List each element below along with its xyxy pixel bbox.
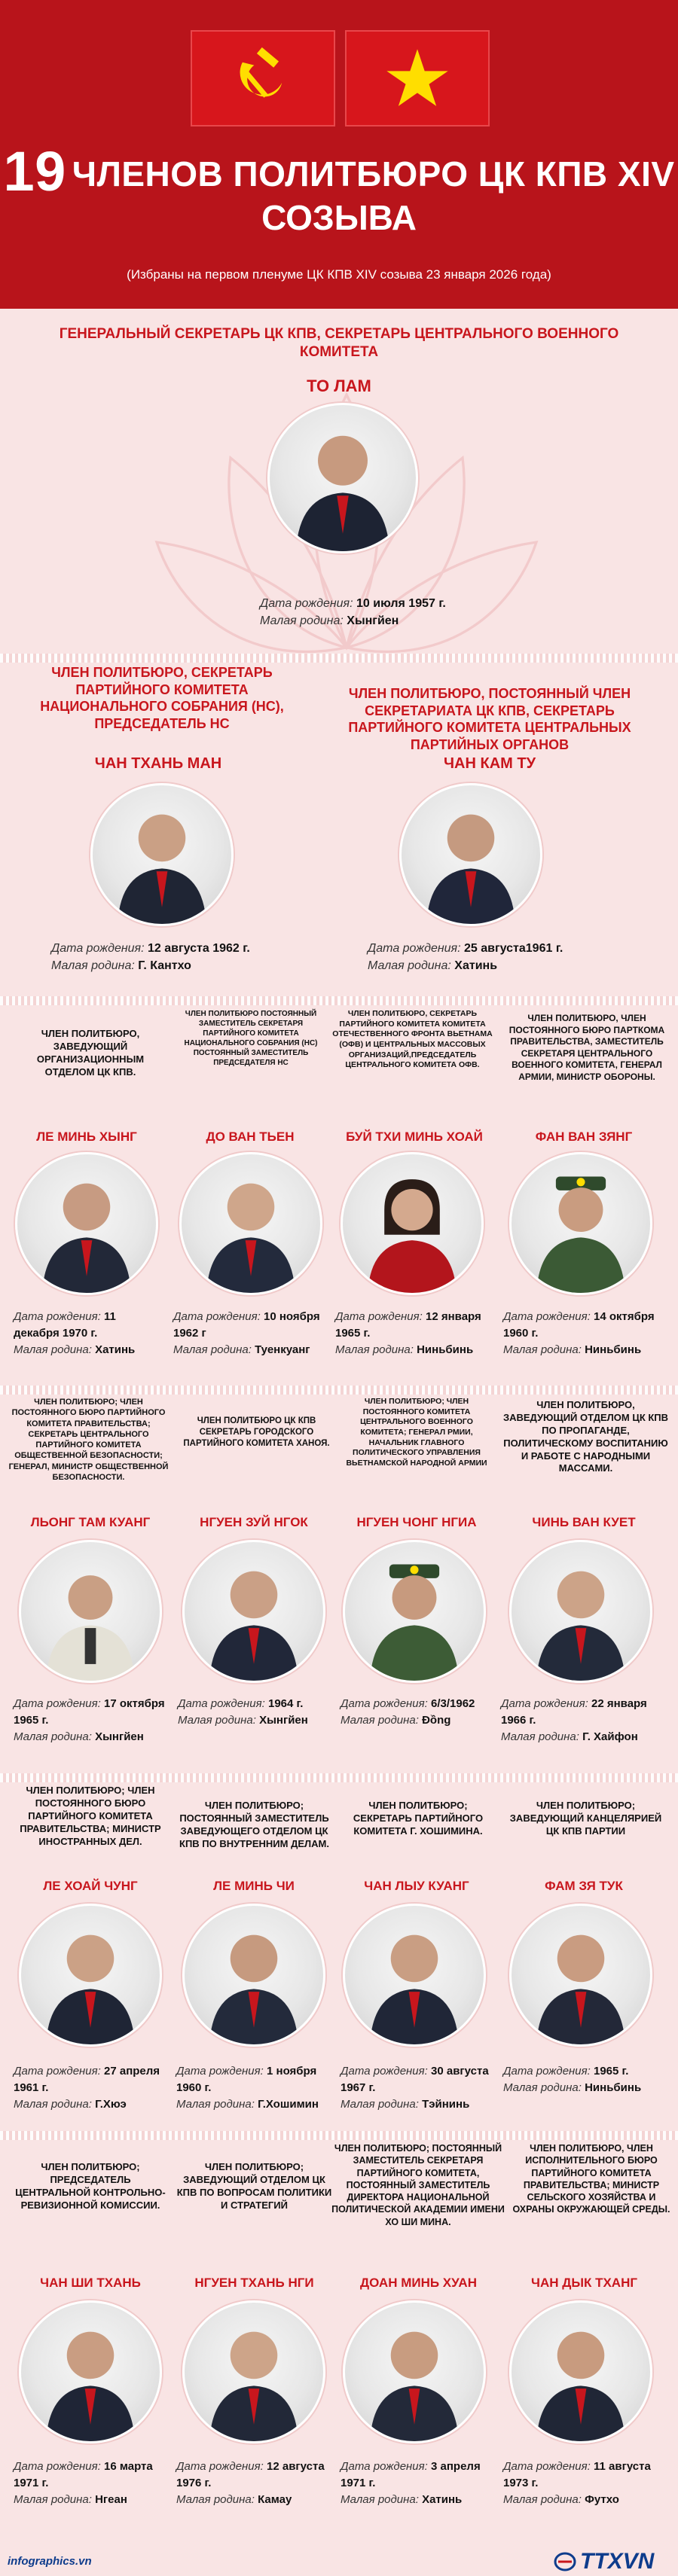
hometown-label: Малая родина: (14, 2097, 92, 2111)
member-portrait (182, 1904, 325, 2047)
member-role: ЧЛЕН ПОЛИТБЮРО ЦК КПВ СЕКРЕТАРЬ ГОРОДСКОГО ПАРТИЙНОГО КОМИТЕТА ХАНОЯ. (183, 1416, 330, 1448)
member-dob: 6/3/1962 (431, 1697, 475, 1710)
hometown-label: Малая родина: (14, 1730, 92, 1743)
member-info (341, 2063, 499, 2112)
member-dob: 12 августа 1962 г. (148, 942, 250, 955)
member-dob: 1964 г. (268, 1697, 304, 1710)
hometown-label: Малая родина: (341, 2097, 419, 2111)
member-dob: 17 октября 1965 г. (14, 1697, 165, 1727)
member-hometown: Хатинь (95, 1343, 136, 1356)
member-dob: 11 декабря 1970 г. (14, 1310, 116, 1340)
member-name: ЛЕ МИНЬ ХЫНГ (36, 1129, 137, 1144)
member-portrait (509, 1904, 652, 2047)
member-info (14, 2063, 172, 2112)
member-info (176, 2063, 338, 2112)
member-role: ЧЛЕН ПОЛИТБЮРО; ПОСТОЯННЫЙ ЗАМЕСТИТЕЛЬ СЕКРЕТАРЯ ПАРТИЙНОГО КОМИТЕТА, ПОСТОЯННЫЙ ЗАМЕСТИТЕЛЬ ДИРЕКТОРА НАЦИОНАЛЬНОЙ ПОЛИТИЧЕСКОЙ АКАДЕМИИ ИМЕНИ ХО ШИ МИНА. (331, 2143, 505, 2227)
star-icon (347, 32, 488, 125)
member-hometown: Ниньбинь (585, 2081, 642, 2094)
member-info (503, 2459, 673, 2507)
member-role: ЧЛЕН ПОЛИТБЮРО, ЗАВЕДУЮЩИЙ ОРГАНИЗАЦИОННЫМ ОТДЕЛОМ ЦК КПВ. (36, 1028, 145, 1078)
member-role: ЧЛЕН ПОЛИТБЮРО, ЧЛЕН ПОСТОЯННОГО БЮРО ПАРТКОМА ПРАВИТЕЛЬСТВА, ЗАМЕСТИТЕЛЬ СЕКРЕТАРЯ ЦЕНТРАЛЬНОГО ВОЕННОГО КОМИТЕТА, ГЕНЕРАЛ АРМИИ, МИНИСТР ОБОРОНЫ. (508, 1013, 665, 1082)
source-credit: infographics.vn (8, 2555, 92, 2568)
leader-hometown: Хынгйен (347, 614, 399, 628)
member-dob: 30 августа 1967 г. (341, 2065, 489, 2094)
member-name: ФАН ВАН ЗЯНГ (535, 1129, 633, 1144)
member-hometown: Хынгйен (95, 1730, 144, 1743)
member-info (51, 940, 300, 974)
member-portrait (509, 2300, 652, 2443)
member-portrait (15, 1152, 158, 1295)
member-portrait (19, 2300, 162, 2443)
dob-label: Дата рождения: (14, 1697, 101, 1710)
page-title (0, 139, 678, 203)
member-role: ЧЛЕН ПОЛИТБЮРО; ПОСТОЯННЫЙ ЗАМЕСТИТЕЛЬ ЗАВЕДУЮЩЕГО ОТДЕЛОМ ЦК КПВ ПО ВНУТРЕННИМ ДЕЛАМ. (179, 1800, 329, 1849)
member-portrait (399, 783, 542, 926)
member-role: ЧЛЕН ПОЛИТБЮРО; ЗАВЕДУЮЩИЙ ОТДЕЛОМ ЦК КПВ ПО ВОПРОСАМ ПОЛИТИКИ И СТРАТЕГИЙ (176, 2161, 332, 2211)
member-portrait (509, 1152, 652, 1295)
member-hometown: Đồng (422, 1713, 451, 1727)
member-info (503, 2063, 673, 2096)
member-info (341, 1696, 499, 1729)
member-name: ФАМ ЗЯ ТУК (545, 1879, 623, 1893)
member-role: ЧЛЕН ПОЛИТБЮРО ПОСТОЯННЫЙ ЗАМЕСТИТЕЛЬ СЕКРЕТАРЯ ПАРТИЙНОГО КОМИТЕТА НАЦИОНАЛЬНОГО СОБРАНИЯ (НС) ПОСТОЯННЫЙ ЗАМЕСТИТЕЛЬ ПРЕДСЕДАТЕЛЯ НС (184, 1010, 318, 1067)
member-info (14, 1696, 168, 1745)
dob-label: Дата рождения: (335, 1310, 423, 1323)
member-portrait (90, 783, 234, 926)
member-portrait (509, 1540, 652, 1683)
member-dob: 25 августа1961 г. (464, 942, 563, 955)
dob-label: Дата рождения: (503, 1310, 591, 1323)
hometown-label: Малая родина: (51, 959, 135, 973)
vietnam-flag (345, 30, 490, 127)
member-name: ЧАН КАМ ТУ (443, 755, 536, 772)
dob-label: Дата рождения: (368, 942, 461, 955)
hometown-label: Малая родина: (178, 1713, 256, 1727)
title-line-1: ЧЛЕНОВ ПОЛИТБЮРО ЦК КПВ XIV (72, 154, 675, 194)
member-dob: 10 ноября 1962 г (173, 1310, 320, 1340)
hometown-label: Малая родина: (503, 1343, 582, 1356)
dob-label: Дата рождения: (260, 597, 353, 610)
dob-label: Дата рождения: (14, 2065, 101, 2078)
member-portrait (343, 1904, 486, 2047)
member-name: ЛЬОНГ ТАМ КУАНГ (30, 1515, 151, 1529)
hometown-label: Малая родина: (14, 1343, 92, 1356)
leader-name: ТО ЛАМ (307, 376, 371, 395)
member-role: ЧЛЕН ПОЛИТБЮРО; ЧЛЕН ПОСТОЯННОГО КОМИТЕТА ЦЕНТРАЛЬНОГО ВОЕННОГО КОМИТЕТА; ГЕНЕРАЛ РМИИ, НАЧАЛЬНИК ГЛАВНОГО ПОЛИТИЧЕСКОГО УПРАВЛЕНИЯ ВЬЕТНАМСКОЙ НАРОДНОЙ АРМИИ (346, 1397, 487, 1468)
member-portrait (182, 1540, 325, 1683)
title-line-2: СОЗЫВА (261, 198, 417, 237)
leader-portrait (267, 403, 418, 553)
dob-label: Дата рождения: (14, 1310, 101, 1323)
member-name: ЧАН ДЫК ТХАНГ (531, 2276, 637, 2290)
member-dob: 27 апреля 1961 г. (14, 2065, 160, 2094)
hometown-label: Малая родина: (503, 2492, 582, 2506)
member-name: БУЙ ТХИ МИНЬ ХОАЙ (346, 1129, 483, 1144)
member-role: ЧЛЕН ПОЛИТБЮРО; ПРЕДСЕДАТЕЛЬ ЦЕНТРАЛЬНОЙ КОНТРОЛЬНО-РЕВИЗИОННОЙ КОМИССИИ. (15, 2161, 166, 2211)
member-hometown: Хатинь (454, 959, 498, 973)
member-portrait (343, 2300, 486, 2443)
ttxvn-logo-icon (554, 2551, 576, 2572)
member-role: ЧЛЕН ПОЛИТБЮРО, ПОСТОЯННЫЙ ЧЛЕН СЕКРЕТАРИАТА ЦК КПВ, СЕКРЕТАРЬ ПАРТИЙНОГО КОМИТЕТА ЦЕНТРАЛЬНЫХ ПАРТИЙНЫХ ОРГАНОВ (348, 686, 631, 752)
member-name: ЛЕ МИНЬ ЧИ (213, 1879, 295, 1893)
dob-label: Дата рождения: (501, 1697, 588, 1710)
member-info (341, 2459, 499, 2507)
agency-logo: TTXVN (580, 2549, 655, 2574)
member-info (178, 1696, 340, 1729)
leader-role: ГЕНЕРАЛЬНЫЙ СЕКРЕТАРЬ ЦК КПВ, СЕКРЕТАРЬ ЦЕНТРАЛЬНОГО ВОЕННОГО КОМИТЕТА (59, 326, 619, 360)
page-subtitle: (Избраны на первом пленуме ЦК КПВ XIV созыва 23 января 2026 года) (127, 267, 551, 282)
member-name: ДОАН МИНЬ ХУАН (360, 2276, 477, 2290)
dob-label: Дата рождения: (503, 2460, 591, 2473)
section-divider (0, 654, 678, 663)
member-dob: 14 октября 1960 г. (503, 1310, 655, 1340)
section-divider (0, 996, 678, 1005)
member-role: ЧЛЕН ПОЛИТБЮРО, ЧЛЕН ИСПОЛНИТЕЛЬНОГО БЮРО ПАРТИЙНОГО КОМИТЕТА ПРАВИТЕЛЬСТВА; МИНИСТР СЕЛЬСКОГО ХОЗЯЙСТВА И ОХРАНЫ ОКРУЖАЮЩЕЙ СРЕДЫ. (512, 2143, 670, 2215)
member-dob: 3 апреля 1971 г. (341, 2460, 481, 2489)
title-number: 19 (3, 140, 66, 203)
member-role: ЧЛЕН ПОЛИТБЮРО; СЕКРЕТАРЬ ПАРТИЙНОГО КОМИТЕТА Г. ХОШИМИНА. (353, 1800, 484, 1837)
member-hometown: Тэйнинь (422, 2097, 470, 2111)
dob-label: Дата рождения: (341, 1697, 428, 1710)
member-hometown: Ниньбинь (417, 1343, 474, 1356)
member-hometown: Г.Хошимин (258, 2097, 319, 2111)
member-role: ЧЛЕН ПОЛИТБЮРО; ЧЛЕН ПОСТОЯННОГО БЮРО ПАРТИЙНОГО КОМИТЕТА ПРАВИТЕЛЬСТВА; СЕКРЕТАРЬ ЦЕНТРАЛЬНОГО ПАРТИЙНОГО КОМИТЕТА ОБЩЕСТВЕННОЙ БЕЗОПАСНОСТИ; ГЕНЕРАЛ, МИНИСТР ОБЩЕСТВЕННОЙ БЕЗОПАСНОСТИ. (8, 1398, 169, 1483)
section-divider (0, 1773, 678, 1782)
member-portrait (341, 1152, 484, 1295)
member-dob: 1 ноября 1960 г. (176, 2065, 317, 2094)
member-dob: 11 августа 1973 г. (503, 2460, 651, 2489)
hometown-label: Малая родина: (176, 2492, 255, 2506)
dob-label: Дата рождения: (176, 2065, 264, 2078)
member-dob: 22 января 1966 г. (501, 1697, 647, 1727)
hometown-label: Малая родина: (501, 1730, 579, 1743)
hometown-label: Малая родина: (173, 1343, 252, 1356)
member-portrait (343, 1540, 486, 1683)
section-divider (0, 1386, 678, 1395)
leader-info (260, 595, 486, 630)
dob-label: Дата рождения: (341, 2460, 428, 2473)
member-name: ЛЕ ХОАЙ ЧУНГ (43, 1879, 138, 1893)
member-name: ЧАН ЛЫУ КУАНГ (364, 1879, 469, 1893)
member-hometown: Хынгйен (259, 1713, 308, 1727)
member-role: ЧЛЕН ПОЛИТБЮРО; ЗАВЕДУЮЩИЙ КАНЦЕЛЯРИЕЙ ЦК КПВ ПАРТИИ (509, 1800, 662, 1837)
member-info (368, 940, 616, 974)
hometown-label: Малая родина: (341, 2492, 419, 2506)
member-role: ЧЛЕН ПОЛИТБЮРО, СЕКРЕТАРЬ ПАРТИЙНОГО КОМИТЕТА НАЦИОНАЛЬНОГО СОБРАНИЯ (НС), ПРЕДСЕДАТЕЛЬ НС (40, 665, 284, 731)
hometown-label: Малая родина: (503, 2081, 582, 2094)
member-hometown: Хатинь (422, 2492, 463, 2506)
member-dob: 1965 г. (594, 2065, 629, 2078)
member-hometown: Нгеан (95, 2492, 127, 2506)
member-info (335, 1309, 497, 1358)
member-hometown: Футхо (585, 2492, 619, 2506)
member-portrait (182, 2300, 325, 2443)
member-name: НГУЕН ЧОНГ НГИА (356, 1515, 477, 1529)
hometown-label: Малая родина: (368, 959, 451, 973)
member-role: ЧЛЕН ПОЛИТБЮРО, СЕКРЕТАРЬ ПАРТИЙНОГО КОМИТЕТА КОМИТЕТА ОТЕЧЕСТВЕННОГО ФРОНТА ВЬЕТНАМА (ОФВ) И ЦЕНТРАЛЬНЫХ МАССОВЫХ ОРГАНИЗАЦИЙ,ПРЕДСЕДАТЕЛЬ ЦЕНТРАЛЬНОГО КОМИТЕТА ОФВ. (332, 1009, 493, 1070)
member-portrait (19, 1540, 162, 1683)
dob-label: Дата рождения: (503, 2065, 591, 2078)
hometown-label: Малая родина: (335, 1343, 414, 1356)
member-dob: 12 января 1965 г. (335, 1310, 481, 1340)
dob-label: Дата рождения: (51, 942, 145, 955)
portrait-placeholder (270, 405, 416, 551)
member-info (14, 1309, 164, 1358)
dob-label: Дата рождения: (341, 2065, 428, 2078)
member-role: ЧЛЕН ПОЛИТБЮРО; ЧЛЕН ПОСТОЯННОГО БЮРО ПАРТИЙНОГО КОМИТЕТА ПРАВИТЕЛЬСТВА; МИНИСТР ИНОСТРАННЫХ ДЕЛ. (20, 1785, 161, 1847)
member-info (14, 2459, 172, 2507)
member-info (176, 2459, 338, 2507)
hometown-label: Малая родина: (341, 1713, 419, 1727)
header-banner (0, 0, 678, 309)
dob-label: Дата рождения: (178, 1697, 265, 1710)
member-name: ЧАН ТХАНЬ МАН (94, 755, 222, 772)
member-hometown: Ниньбинь (585, 1343, 642, 1356)
hometown-label: Малая родина: (176, 2097, 255, 2111)
member-name: НГУЕН ЗУЙ НГОК (200, 1515, 308, 1529)
member-hometown: Г. Хайфон (582, 1730, 638, 1743)
hammer-sickle-icon (192, 32, 334, 125)
member-name: ЧИНЬ ВАН КУЕТ (532, 1515, 636, 1529)
member-dob: 16 марта 1971 г. (14, 2460, 153, 2489)
member-name: ЧАН ШИ ТХАНЬ (40, 2276, 141, 2290)
member-info (501, 1696, 673, 1745)
leader-dob: 10 июля 1957 г. (356, 597, 446, 610)
member-name: НГУЕН ТХАНЬ НГИ (194, 2276, 314, 2290)
member-hometown: Г.Хюэ (95, 2097, 127, 2111)
member-dob: 12 августа 1976 г. (176, 2460, 325, 2489)
member-hometown: Г. Кантхо (138, 959, 191, 973)
member-hometown: Туенкуанг (255, 1343, 310, 1356)
member-info (503, 1309, 673, 1358)
member-portrait (179, 1152, 322, 1295)
dob-label: Дата рождения: (14, 2460, 101, 2473)
member-info (173, 1309, 331, 1358)
dob-label: Дата рождения: (173, 1310, 261, 1323)
member-name: ДО ВАН ТЬЕН (206, 1129, 295, 1144)
member-role: ЧЛЕН ПОЛИТБЮРО, ЗАВЕДУЮЩИЙ ОТДЕЛОМ ЦК КПВ ПО ПРОПАГАНДЕ, ПОЛИТИЧЕСКОМУ ВОСПИТАНИЮ И РАБОТЕ С НАРОДНЫМИ МАССАМИ. (502, 1399, 669, 1474)
party-flag (191, 30, 335, 127)
dob-label: Дата рождения: (176, 2460, 264, 2473)
member-hometown: Камау (258, 2492, 292, 2506)
hometown-label: Малая родина: (14, 2492, 92, 2506)
member-portrait (19, 1904, 162, 2047)
section-divider (0, 2131, 678, 2140)
hometown-label: Малая родина: (260, 614, 344, 628)
